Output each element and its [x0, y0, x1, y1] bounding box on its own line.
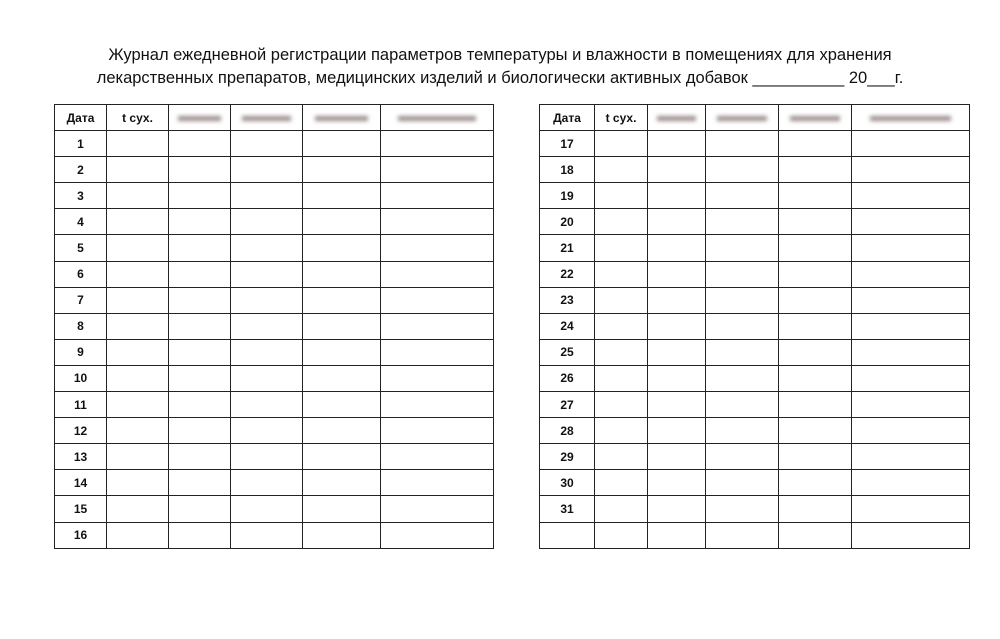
entry-cell[interactable]	[595, 287, 648, 313]
blurred-text	[178, 116, 221, 121]
date-cell: 17	[540, 131, 595, 157]
date-cell: 24	[540, 313, 595, 339]
entry-cell[interactable]	[779, 209, 852, 235]
entry-cell[interactable]	[648, 313, 706, 339]
blurred-text	[315, 116, 369, 121]
table-row	[55, 313, 494, 339]
date-cell: 26	[540, 365, 595, 391]
journal-table-left	[54, 104, 494, 549]
date-cell: 5	[55, 235, 107, 261]
table-row	[55, 365, 494, 391]
entry-cell[interactable]	[779, 418, 852, 444]
entry-cell[interactable]	[648, 157, 706, 183]
entry-cell[interactable]	[852, 496, 970, 522]
header-date: Дата	[55, 105, 107, 131]
entry-cell[interactable]	[706, 339, 779, 365]
table-row	[540, 470, 970, 496]
blurred-text	[242, 116, 292, 121]
date-cell	[540, 522, 595, 548]
entry-cell[interactable]	[303, 261, 381, 287]
entry-cell[interactable]	[595, 339, 648, 365]
table-row	[55, 287, 494, 313]
entry-cell[interactable]	[381, 418, 494, 444]
date-cell: 3	[55, 183, 107, 209]
date-cell: 2	[55, 157, 107, 183]
entry-cell[interactable]	[107, 261, 169, 287]
entry-cell[interactable]	[169, 157, 231, 183]
entry-cell[interactable]	[595, 235, 648, 261]
entry-cell[interactable]	[706, 313, 779, 339]
blurred-text	[870, 116, 952, 121]
entry-cell[interactable]	[706, 157, 779, 183]
header-row	[540, 105, 970, 131]
header-row	[55, 105, 494, 131]
entry-cell[interactable]	[303, 235, 381, 261]
header-date: Дата	[540, 105, 595, 131]
date-cell: 21	[540, 235, 595, 261]
date-cell: 4	[55, 209, 107, 235]
entry-cell[interactable]	[852, 287, 970, 313]
entry-cell[interactable]	[169, 392, 231, 418]
date-cell: 16	[55, 522, 107, 548]
entry-cell[interactable]	[169, 470, 231, 496]
entry-cell[interactable]	[381, 339, 494, 365]
entry-cell[interactable]	[107, 444, 169, 470]
entry-cell[interactable]	[852, 235, 970, 261]
entry-cell[interactable]	[779, 365, 852, 391]
blurred-text	[790, 116, 840, 121]
table-row	[540, 261, 970, 287]
date-cell: 31	[540, 496, 595, 522]
entry-cell[interactable]	[779, 183, 852, 209]
table-row	[540, 209, 970, 235]
date-cell: 10	[55, 365, 107, 391]
entry-cell[interactable]	[231, 365, 303, 391]
entry-cell[interactable]	[303, 418, 381, 444]
entry-cell[interactable]	[169, 418, 231, 444]
header-blurred	[231, 105, 303, 131]
entry-cell[interactable]	[852, 418, 970, 444]
entry-cell[interactable]	[706, 470, 779, 496]
table-row	[55, 444, 494, 470]
entry-cell[interactable]	[779, 287, 852, 313]
entry-cell[interactable]	[648, 235, 706, 261]
table-row	[55, 392, 494, 418]
date-cell: 23	[540, 287, 595, 313]
entry-cell[interactable]	[169, 365, 231, 391]
entry-cell[interactable]	[231, 209, 303, 235]
entry-cell[interactable]	[381, 209, 494, 235]
entry-cell[interactable]	[648, 209, 706, 235]
table-row	[540, 496, 970, 522]
entry-cell[interactable]	[595, 392, 648, 418]
entry-cell[interactable]	[231, 261, 303, 287]
title-line-2: лекарственных препаратов, медицинских изделий и биологически активных добавок __________ 20___г.	[96, 69, 904, 87]
entry-cell[interactable]	[169, 496, 231, 522]
entry-cell[interactable]	[648, 287, 706, 313]
entry-cell[interactable]	[595, 496, 648, 522]
entry-cell[interactable]	[231, 339, 303, 365]
table-row	[540, 339, 970, 365]
header-blurred	[303, 105, 381, 131]
entry-cell[interactable]	[303, 339, 381, 365]
entry-cell[interactable]	[231, 418, 303, 444]
table-row	[55, 496, 494, 522]
entry-cell[interactable]	[706, 261, 779, 287]
header-blurred	[381, 105, 494, 131]
entry-cell[interactable]	[303, 522, 381, 548]
entry-cell[interactable]	[169, 209, 231, 235]
entry-cell[interactable]	[852, 522, 970, 548]
date-cell: 25	[540, 339, 595, 365]
entry-cell[interactable]	[852, 313, 970, 339]
entry-cell[interactable]	[303, 287, 381, 313]
entry-cell[interactable]	[706, 418, 779, 444]
entry-cell[interactable]	[303, 470, 381, 496]
entry-cell[interactable]	[648, 392, 706, 418]
entry-cell[interactable]	[595, 470, 648, 496]
entry-cell[interactable]	[595, 522, 648, 548]
entry-cell[interactable]	[779, 131, 852, 157]
entry-cell[interactable]	[648, 470, 706, 496]
entry-cell[interactable]	[381, 261, 494, 287]
entry-cell[interactable]	[169, 235, 231, 261]
entry-cell[interactable]	[706, 183, 779, 209]
table-row	[540, 235, 970, 261]
date-cell: 13	[55, 444, 107, 470]
entry-cell[interactable]	[303, 131, 381, 157]
title-line-1: Журнал ежедневной регистрации параметров температуры и влажности в помещениях для хранения	[108, 46, 892, 64]
date-cell: 11	[55, 392, 107, 418]
entry-cell[interactable]	[169, 339, 231, 365]
entry-cell[interactable]	[706, 522, 779, 548]
entry-cell[interactable]	[706, 496, 779, 522]
entry-cell[interactable]	[706, 365, 779, 391]
table-row	[55, 235, 494, 261]
date-cell: 22	[540, 261, 595, 287]
entry-cell[interactable]	[231, 392, 303, 418]
entry-cell[interactable]	[852, 131, 970, 157]
entry-cell[interactable]	[381, 313, 494, 339]
blurred-text	[657, 116, 697, 121]
entry-cell[interactable]	[381, 183, 494, 209]
date-cell: 19	[540, 183, 595, 209]
entry-cell[interactable]	[231, 235, 303, 261]
table-row	[540, 522, 970, 548]
entry-cell[interactable]	[231, 522, 303, 548]
entry-cell[interactable]	[852, 470, 970, 496]
entry-cell[interactable]	[107, 522, 169, 548]
date-cell: 20	[540, 209, 595, 235]
entry-cell[interactable]	[169, 261, 231, 287]
date-cell: 27	[540, 392, 595, 418]
table-row	[55, 418, 494, 444]
entry-cell[interactable]	[779, 392, 852, 418]
header-blurred	[706, 105, 779, 131]
entry-cell[interactable]	[107, 496, 169, 522]
entry-cell[interactable]	[706, 287, 779, 313]
entry-cell[interactable]	[648, 183, 706, 209]
entry-cell[interactable]	[779, 261, 852, 287]
entry-cell[interactable]	[381, 235, 494, 261]
entry-cell[interactable]	[779, 470, 852, 496]
entry-cell[interactable]	[648, 496, 706, 522]
table-row	[55, 209, 494, 235]
entry-cell[interactable]	[852, 261, 970, 287]
header-blurred	[852, 105, 970, 131]
entry-cell[interactable]	[107, 392, 169, 418]
entry-cell[interactable]	[648, 522, 706, 548]
entry-cell[interactable]	[381, 131, 494, 157]
table-row	[55, 261, 494, 287]
entry-cell[interactable]	[706, 209, 779, 235]
entry-cell[interactable]	[231, 157, 303, 183]
table-row	[540, 183, 970, 209]
table-row	[540, 287, 970, 313]
date-cell: 30	[540, 470, 595, 496]
entry-cell[interactable]	[648, 339, 706, 365]
entry-cell[interactable]	[381, 157, 494, 183]
entry-cell[interactable]	[852, 444, 970, 470]
header-blurred	[648, 105, 706, 131]
entry-cell[interactable]	[231, 287, 303, 313]
date-cell: 14	[55, 470, 107, 496]
entry-cell[interactable]	[231, 444, 303, 470]
header-blurred	[779, 105, 852, 131]
table-row	[540, 444, 970, 470]
entry-cell[interactable]	[231, 131, 303, 157]
entry-cell[interactable]	[231, 470, 303, 496]
header-t-dry: t сух.	[595, 105, 648, 131]
entry-cell[interactable]	[107, 209, 169, 235]
document-title	[0, 44, 1000, 90]
entry-cell[interactable]	[107, 287, 169, 313]
entry-cell[interactable]	[303, 209, 381, 235]
entry-cell[interactable]	[381, 392, 494, 418]
journal-table-right	[539, 104, 970, 549]
entry-cell[interactable]	[779, 522, 852, 548]
entry-cell[interactable]	[648, 261, 706, 287]
entry-cell[interactable]	[169, 287, 231, 313]
entry-cell[interactable]	[595, 418, 648, 444]
entry-cell[interactable]	[595, 157, 648, 183]
entry-cell[interactable]	[303, 392, 381, 418]
blurred-text	[717, 116, 767, 121]
table-row	[55, 522, 494, 548]
date-cell: 15	[55, 496, 107, 522]
table-row	[540, 392, 970, 418]
entry-cell[interactable]	[107, 313, 169, 339]
entry-cell[interactable]	[169, 444, 231, 470]
entry-cell[interactable]	[303, 496, 381, 522]
entry-cell[interactable]	[169, 131, 231, 157]
date-cell: 18	[540, 157, 595, 183]
entry-cell[interactable]	[107, 183, 169, 209]
date-cell: 29	[540, 444, 595, 470]
table-row	[55, 157, 494, 183]
date-cell: 28	[540, 418, 595, 444]
entry-cell[interactable]	[381, 496, 494, 522]
entry-cell[interactable]	[107, 418, 169, 444]
entry-cell[interactable]	[107, 470, 169, 496]
entry-cell[interactable]	[303, 444, 381, 470]
entry-cell[interactable]	[595, 365, 648, 391]
entry-cell[interactable]	[169, 313, 231, 339]
entry-cell[interactable]	[648, 418, 706, 444]
entry-cell[interactable]	[706, 392, 779, 418]
header-t-dry: t сух.	[107, 105, 169, 131]
entry-cell[interactable]	[852, 157, 970, 183]
entry-cell[interactable]	[107, 157, 169, 183]
entry-cell[interactable]	[381, 287, 494, 313]
date-cell: 7	[55, 287, 107, 313]
entry-cell[interactable]	[852, 339, 970, 365]
date-cell: 6	[55, 261, 107, 287]
entry-cell[interactable]	[169, 522, 231, 548]
entry-cell[interactable]	[107, 339, 169, 365]
entry-cell[interactable]	[852, 392, 970, 418]
entry-cell[interactable]	[381, 365, 494, 391]
table-row	[540, 131, 970, 157]
entry-cell[interactable]	[852, 183, 970, 209]
entry-cell[interactable]	[595, 444, 648, 470]
entry-cell[interactable]	[648, 131, 706, 157]
entry-cell[interactable]	[595, 261, 648, 287]
entry-cell[interactable]	[648, 444, 706, 470]
entry-cell[interactable]	[779, 339, 852, 365]
table-row	[55, 339, 494, 365]
table-row	[540, 313, 970, 339]
entry-cell[interactable]	[648, 365, 706, 391]
entry-cell[interactable]	[303, 183, 381, 209]
entry-cell[interactable]	[169, 183, 231, 209]
entry-cell[interactable]	[779, 496, 852, 522]
entry-cell[interactable]	[595, 313, 648, 339]
entry-cell[interactable]	[706, 131, 779, 157]
date-cell: 8	[55, 313, 107, 339]
entry-cell[interactable]	[779, 235, 852, 261]
header-blurred	[169, 105, 231, 131]
entry-cell[interactable]	[107, 365, 169, 391]
date-cell: 9	[55, 339, 107, 365]
table-row	[55, 470, 494, 496]
entry-cell[interactable]	[303, 313, 381, 339]
entry-cell[interactable]	[706, 444, 779, 470]
entry-cell[interactable]	[231, 313, 303, 339]
entry-cell[interactable]	[779, 444, 852, 470]
entry-cell[interactable]	[381, 522, 494, 548]
entry-cell[interactable]	[852, 365, 970, 391]
entry-cell[interactable]	[779, 157, 852, 183]
entry-cell[interactable]	[595, 183, 648, 209]
date-cell: 1	[55, 131, 107, 157]
entry-cell[interactable]	[231, 183, 303, 209]
table-row	[540, 365, 970, 391]
entry-cell[interactable]	[706, 235, 779, 261]
entry-cell[interactable]	[107, 235, 169, 261]
entry-cell[interactable]	[595, 131, 648, 157]
table-row	[55, 131, 494, 157]
entry-cell[interactable]	[303, 157, 381, 183]
table-row	[540, 418, 970, 444]
entry-cell[interactable]	[779, 313, 852, 339]
table-row	[55, 183, 494, 209]
entry-cell[interactable]	[381, 444, 494, 470]
entry-cell[interactable]	[381, 470, 494, 496]
entry-cell[interactable]	[107, 131, 169, 157]
entry-cell[interactable]	[231, 496, 303, 522]
entry-cell[interactable]	[303, 365, 381, 391]
table-row	[540, 157, 970, 183]
date-cell: 12	[55, 418, 107, 444]
blurred-text	[398, 116, 476, 121]
entry-cell[interactable]	[595, 209, 648, 235]
entry-cell[interactable]	[852, 209, 970, 235]
